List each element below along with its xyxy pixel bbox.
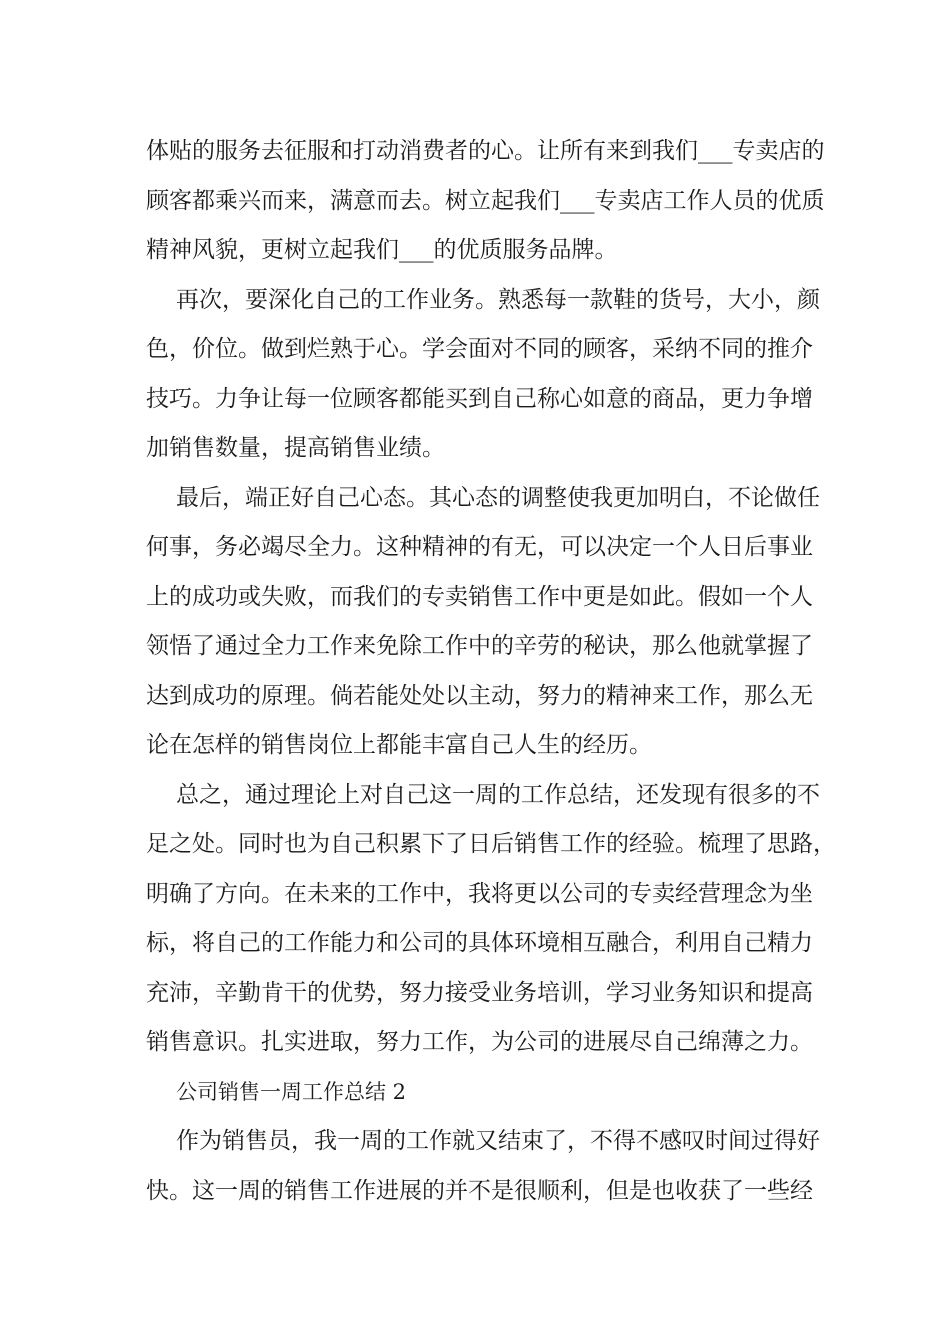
paragraph-1 [146,127,825,276]
paragraph-line: 销售意识。扎实进取，努力工作，为公司的进展尽自己绵薄之力。 [146,1029,813,1055]
paragraph-line: 体贴的服务去征服和打动消费者的心。让所有来到我们___专卖店的 [146,138,825,164]
paragraph-line: 足之处。同时也为自己积累下了日后销售工作的经验。梳理了思路， [146,831,836,857]
paragraph-line: 论在怎样的销售岗位上都能丰富自己人生的经历。 [146,732,652,758]
paragraph-line: 色，价位。做到烂熟于心。学会面对不同的顾客，采纳不同的推介 [146,336,813,362]
paragraph-4 [146,771,836,1068]
paragraph-line: 明确了方向。在未来的工作中，我将更以公司的专卖经营理念为坐 [146,880,813,907]
paragraph-2 [146,276,820,474]
paragraph-line: 充沛，辛勤肯干的优势，努力接受业务培训，学习业务知识和提高 [146,979,813,1006]
paragraph-line: 顾客都乘兴而来，满意而去。树立起我们___专卖店工作人员的优质 [146,187,825,214]
paragraph-line: 最后，端正好自己心态。其心态的调整使我更加明白，不论做任 [176,484,820,511]
paragraph-line: 领悟了通过全力工作来免除工作中的辛劳的秘诀，那么他就掌握了 [146,633,813,659]
paragraph-line: 再次，要深化自己的工作业务。熟悉每一款鞋的货号，大小，颜 [176,286,820,313]
paragraph-line: 上的成功或失败，而我们的专卖销售工作中更是如此。假如一个人 [146,583,813,610]
paragraph-line: 达到成功的原理。倘若能处处以主动，努力的精神来工作，那么无 [146,682,813,709]
paragraph-line: 总之，通过理论上对自己这一周的工作总结，还发现有很多的不 [176,781,820,808]
section-heading: 公司销售一周工作总结 2 [176,1079,407,1104]
paragraph-line: 快。这一周的销售工作进展的并不是很顺利，但是也收获了一些经 [146,1177,813,1204]
paragraph-line: 精神风貌，更树立起我们___的优质服务品牌。 [146,237,618,263]
paragraph-3 [146,474,820,771]
paragraph-line: 加销售数量，提高销售业绩。 [146,435,445,461]
paragraph-line: 技巧。力争让每一位顾客都能买到自己称心如意的商品，更力争增 [146,385,813,412]
paragraph-line: 何事，务必竭尽全力。这种精神的有无，可以决定一个人日后事业 [146,534,813,560]
paragraph-line: 标，将自己的工作能力和公司的具体环境相互融合，利用自己精力 [146,930,813,956]
paragraph-line: 作为销售员，我一周的工作就又结束了，不得不感叹时间过得好 [176,1128,820,1154]
document-body [146,127,836,1216]
paragraph-5 [146,1117,820,1216]
